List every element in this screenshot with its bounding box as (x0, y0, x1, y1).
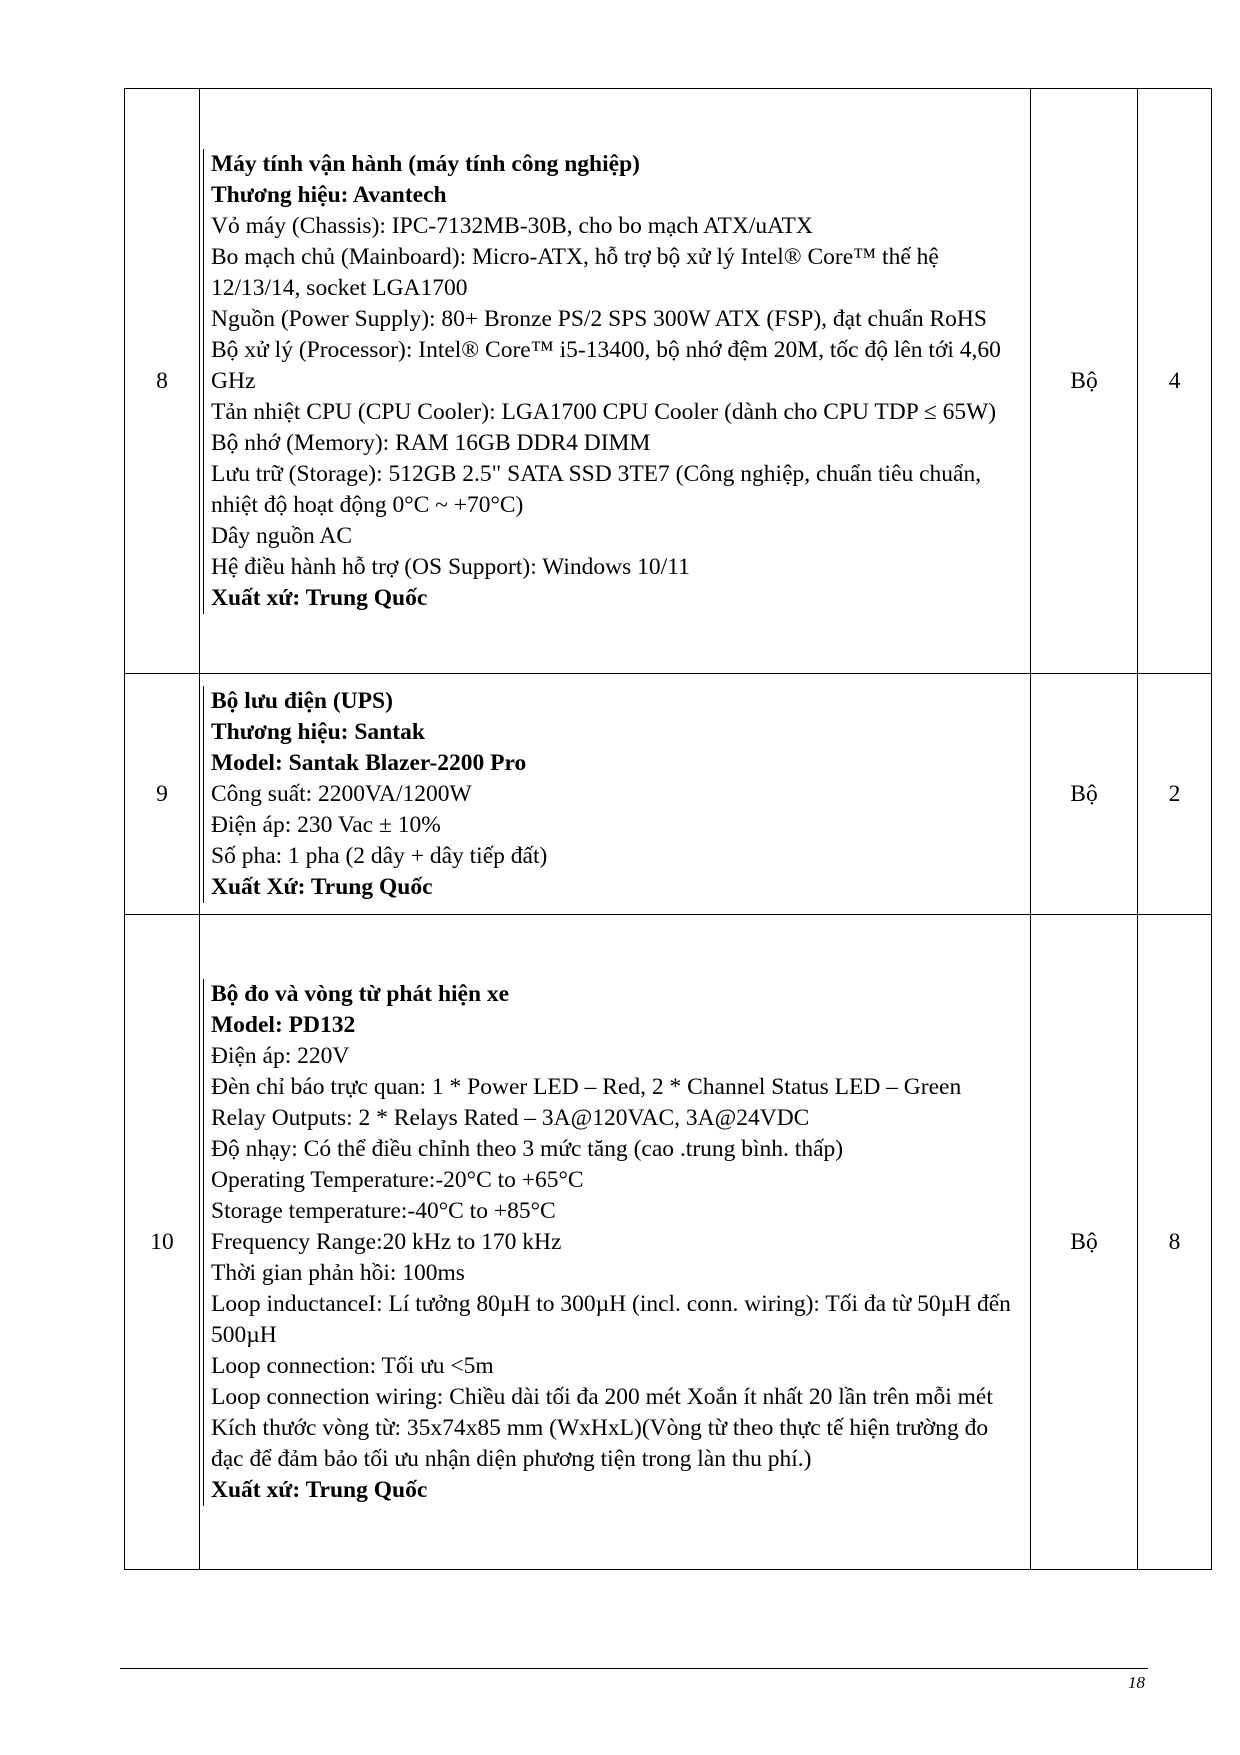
item-unit: Bộ (1031, 89, 1138, 674)
description-line: Model: PD132 (211, 1011, 356, 1038)
description-line: Dây nguồn AC (211, 522, 352, 549)
item-number: 8 (125, 89, 200, 674)
item-unit: Bộ (1031, 915, 1138, 1570)
description-line: Storage temperature:-40°C to +85°C (211, 1197, 556, 1224)
footer-divider (120, 1668, 1148, 1669)
description-line: Lưu trữ (Storage): 512GB 2.5" SATA SSD 3TE7 (Công nghiệp, chuẩn tiêu chuẩn, nhiệt độ hoạt động 0°C ~ +70°C) (211, 460, 982, 518)
description-line: Tản nhiệt CPU (CPU Cooler): LGA1700 CPU Cooler (dành cho CPU TDP ≤ 65W) (211, 398, 997, 425)
item-number: 10 (125, 915, 200, 1570)
description-line: Đèn chỉ báo trực quan: 1 * Power LED – Red, 2 * Channel Status LED – Green (211, 1073, 962, 1100)
table-row (125, 915, 1212, 1570)
description-line: Bộ lưu điện (UPS) (211, 687, 393, 714)
equipment-spec-table (124, 88, 1212, 1570)
description-line: Công suất: 2200VA/1200W (211, 780, 472, 807)
item-number: 9 (125, 674, 200, 915)
description-line: Bộ xử lý (Processor): Intel® Core™ i5-13400, bộ nhớ đệm 20M, tốc độ lên tới 4,60 GHz (211, 336, 1001, 394)
description-line: Số pha: 1 pha (2 dây + dây tiếp đất) (211, 842, 548, 869)
description-line: Loop connection wiring: Chiều dài tối đa 200 mét Xoắn ít nhất 20 lần trên mỗi mét (211, 1383, 993, 1410)
item-description (200, 89, 1031, 674)
page-number: 18 (1128, 1673, 1145, 1692)
description-line: Xuất Xứ: Trung Quốc (211, 873, 433, 900)
description-line: Bộ nhớ (Memory): RAM 16GB DDR4 DIMM (211, 429, 651, 456)
description-line: Operating Temperature:-20°C to +65°C (211, 1166, 584, 1193)
description-line: Độ nhạy: Có thể điều chỉnh theo 3 mức tăng (cao .trung bình. thấp) (211, 1135, 844, 1162)
description-line: Loop connection: Tối ưu <5m (211, 1352, 494, 1379)
item-quantity: 2 (1138, 674, 1212, 915)
description-line: Bộ đo và vòng từ phát hiện xe (211, 980, 510, 1007)
item-quantity: 4 (1138, 89, 1212, 674)
description-line: Điện áp: 220V (211, 1042, 350, 1069)
item-description (200, 915, 1031, 1570)
description-line: Máy tính vận hành (máy tính công nghiệp) (211, 150, 640, 177)
description-line: Điện áp: 230 Vac ± 10% (211, 811, 441, 838)
description-line: Bo mạch chủ (Mainboard): Micro-ATX, hỗ trợ bộ xử lý Intel® Core™ thế hệ 12/13/14, socket LGA1700 (211, 243, 939, 301)
description-line: Kích thước vòng từ: 35x74x85 mm (WxHxL)(Vòng từ theo thực tế hiện trường đo đạc để đảm bảo tối ưu nhận diện phương tiện trong làn thu phí.) (211, 1414, 989, 1472)
description-line: Nguồn (Power Supply): 80+ Bronze PS/2 SPS 300W ATX (FSP), đạt chuẩn RoHS (211, 305, 987, 332)
description-line: Thương hiệu: Santak (211, 718, 425, 745)
description-line: Hệ điều hành hỗ trợ (OS Support): Windows 10/11 (211, 553, 690, 580)
description-line: Frequency Range:20 kHz to 170 kHz (211, 1228, 562, 1255)
description-line: Loop inductanceI: Lí tưởng 80µH to 300µH (incl. conn. wiring): Tối đa từ 50µH đến 500µH (211, 1290, 1011, 1348)
item-quantity: 8 (1138, 915, 1212, 1570)
description-line: Relay Outputs: 2 * Relays Rated – 3A@120VAC, 3A@24VDC (211, 1104, 810, 1131)
table-row (125, 89, 1212, 674)
description-line: Thời gian phản hồi: 100ms (211, 1259, 465, 1286)
description-line: Thương hiệu: Avantech (211, 181, 447, 208)
description-line: Xuất xứ: Trung Quốc (211, 584, 428, 611)
description-line: Xuất xứ: Trung Quốc (211, 1476, 428, 1503)
item-unit: Bộ (1031, 674, 1138, 915)
table-row (125, 674, 1212, 915)
description-line: Model: Santak Blazer-2200 Pro (211, 749, 527, 776)
description-line: Vỏ máy (Chassis): IPC-7132MB-30B, cho bo mạch ATX/uATX (211, 212, 813, 239)
item-description (200, 674, 1031, 915)
